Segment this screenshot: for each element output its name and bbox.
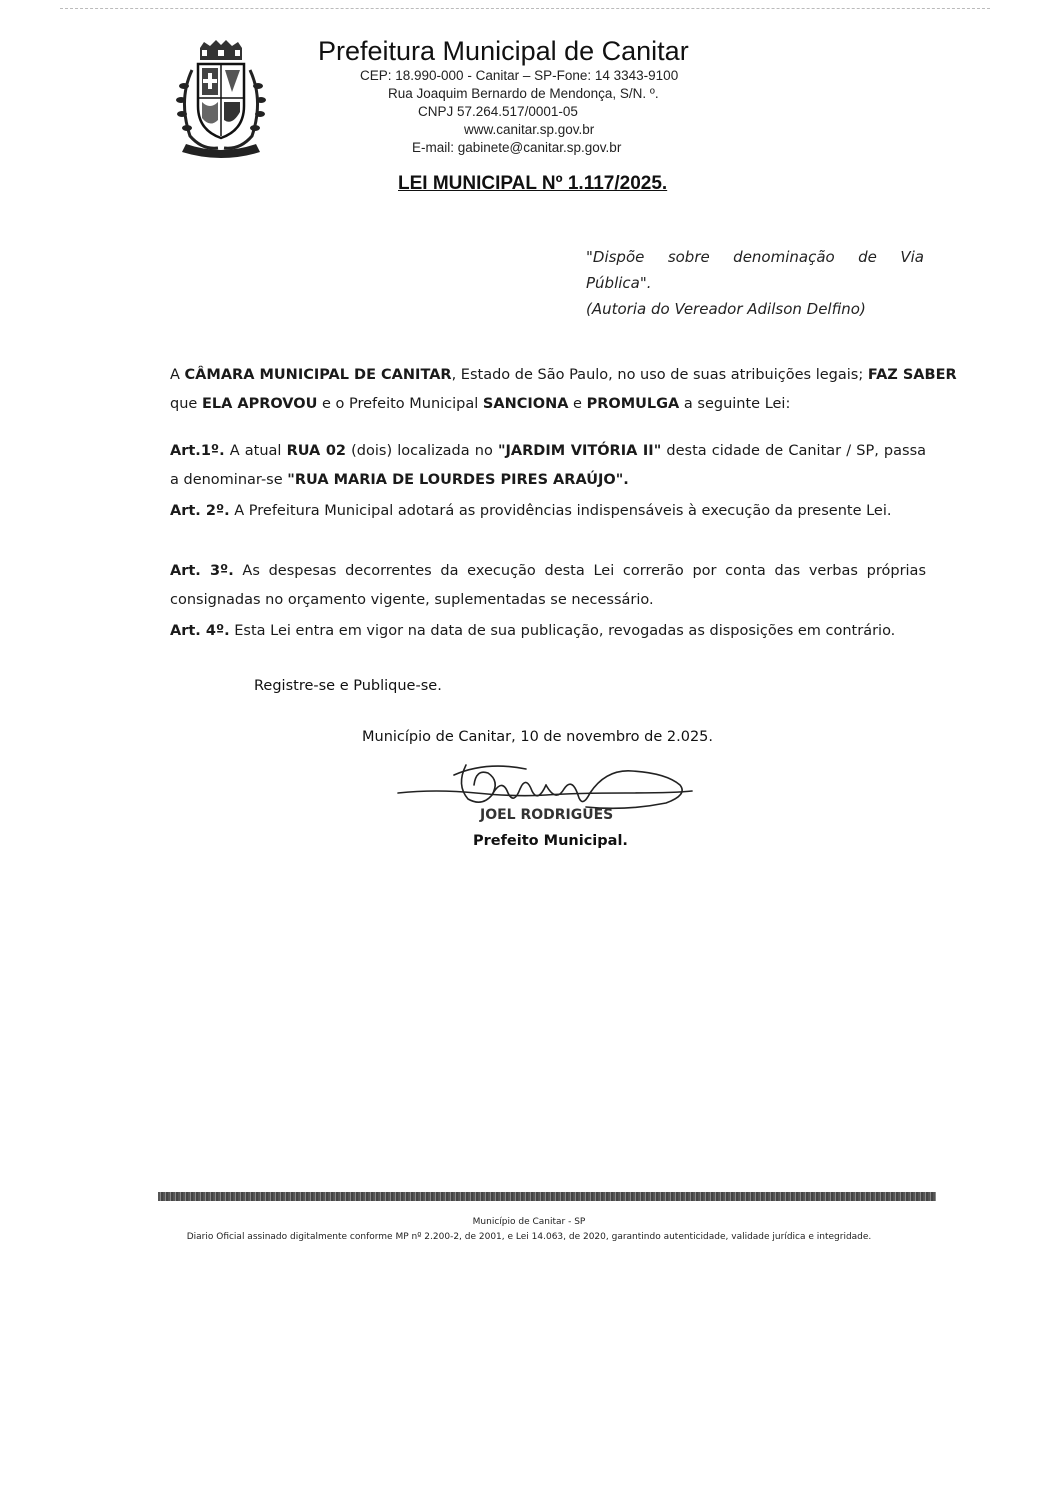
article-3-label: Art. 3º. — [170, 563, 234, 579]
footer-city: Município de Canitar - SP — [472, 1217, 586, 1227]
article-3: Art. 3º. As despesas decorrentes da execução desta Lei correrão por conta das verbas próprias consignadas no orçamento vigente, suplementadas se necessário. — [170, 563, 926, 608]
camara-name: CÂMARA MUNICIPAL DE CANITAR — [184, 367, 452, 383]
article-1-label: Art.1º. — [170, 443, 225, 459]
signer-name: JOEL RODRIGUES — [480, 807, 614, 823]
article-4: Art. 4º. Esta Lei entra em vigor na data de sua publicação, revogadas as disposições em contrário. — [170, 623, 896, 639]
scan-edge-line — [60, 8, 990, 9]
email-line: E-mail: gabinete@canitar.sp.gov.br — [412, 140, 622, 155]
cnpj-line: CNPJ 57.264.517/0001-05 — [418, 104, 578, 119]
article-2-label: Art. 2º. — [170, 503, 230, 519]
prefeitura-title: Prefeitura Municipal de Canitar — [318, 36, 689, 66]
new-street-name: "RUA MARIA DE LOURDES PIRES ARAÚJO". — [287, 472, 629, 488]
law-title: LEI MUNICIPAL Nº 1.117/2025. — [398, 173, 668, 194]
ementa-line-1: "Dispõe sobre denominação de Via — [586, 248, 924, 266]
ementa-block — [586, 244, 924, 322]
footer-divider — [158, 1192, 936, 1201]
ementa-line-2: Pública". — [586, 274, 652, 292]
registre-line: Registre-se e Publique-se. — [254, 678, 442, 694]
article-4-label: Art. 4º. — [170, 623, 230, 639]
preamble-paragraph: A CÂMARA MUNICIPAL DE CANITAR, Estado de São Paulo, no uso de suas atribuições legais; FAZ SABER que ELA APROVOU e o Prefeito Municipal SANCIONA e PROMULGA a seguinte Lei: — [170, 367, 957, 412]
article-2: Art. 2º. A Prefeitura Municipal adotará as providências indispensáveis à execução da presente Lei. — [170, 503, 892, 519]
ementa-authorship: (Autoria do Vereador Adilson Delfino) — [586, 300, 866, 318]
article-1: Art.1º. A atual RUA 02 (dois) localizada no "JARDIM VITÓRIA II" desta cidade de Canitar / SP, passa a denominar-se "RUA MARIA DE LOURDES PIRES ARAÚJO". — [170, 443, 927, 488]
signer-role: Prefeito Municipal. — [473, 833, 628, 849]
date-line: Município de Canitar, 10 de novembro de 2.025. — [362, 729, 714, 745]
municipal-coat-of-arms-icon — [172, 40, 270, 160]
cep-phone-line: CEP: 18.990-000 - Canitar – SP-Fone: 14 3343-9100 — [360, 68, 679, 83]
footer-digital-signature-note: Diario Oficial assinado digitalmente conforme MP nº 2.200-2, de 2001, e Lei 14.063, de 2020, garantindo autenticidade, validade jurídica e integridade. — [186, 1232, 872, 1242]
address-line: Rua Joaquim Bernardo de Mendonça, S/N. º. — [388, 86, 659, 101]
website-line: www.canitar.sp.gov.br — [464, 122, 595, 137]
